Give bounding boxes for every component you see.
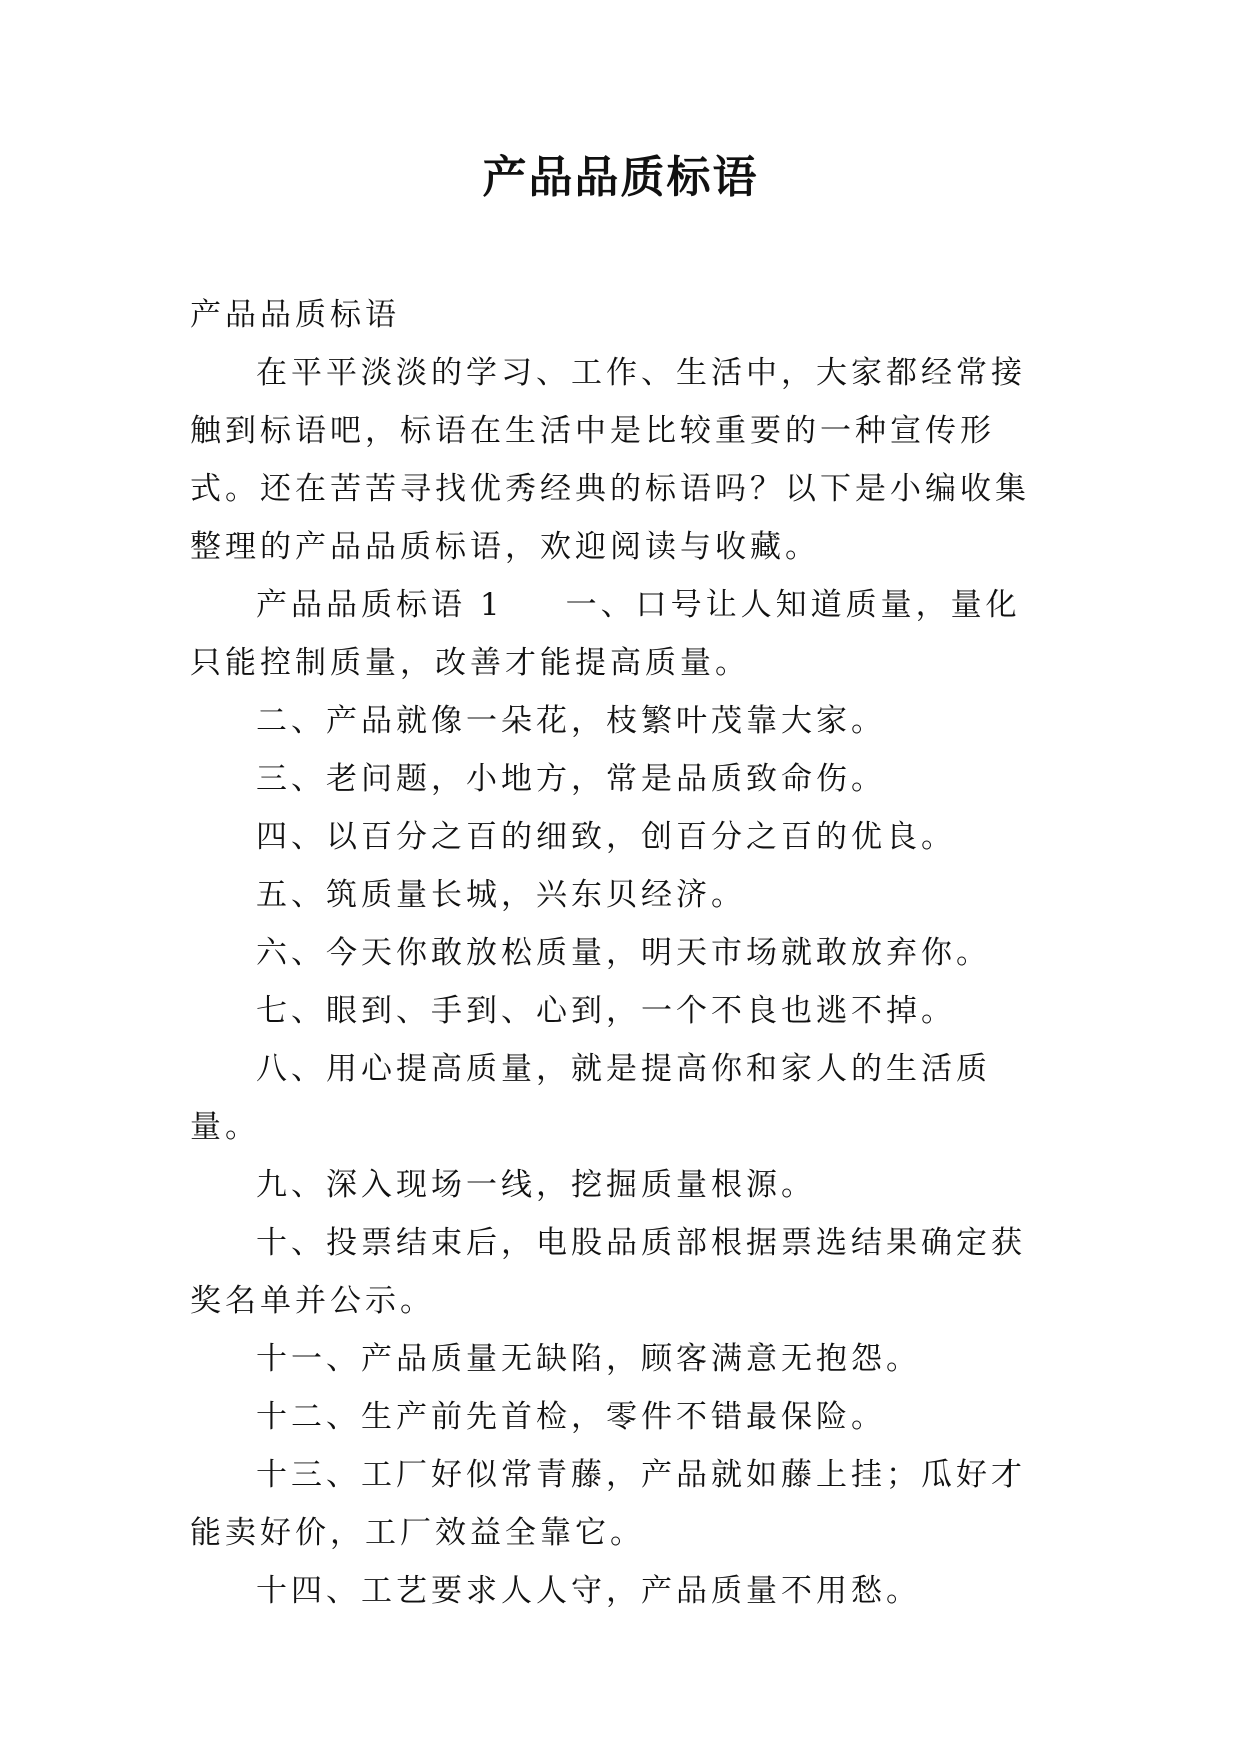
section-first-paragraph: [190, 576, 1050, 692]
section-label: 产品品质标语 1: [256, 587, 504, 623]
slogan-item: 十一、产品质量无缺陷，顾客满意无抱怨。: [256, 1341, 921, 1377]
slogan-item: 五、筑质量长城，兴东贝经济。: [256, 877, 746, 913]
slogan-item: 一、口号让人知道质量，量化只能控制质量，改善才能提高质量。: [190, 587, 1021, 681]
subheading: 产品品质标语: [190, 297, 400, 333]
slogan-item: 二、产品就像一朵花，枝繁叶茂靠大家。: [256, 703, 886, 739]
slogan-item: 八、用心提高质量，就是提高你和家人的生活质量。: [190, 1051, 991, 1145]
slogan-item: 十二、生产前先首检，零件不错最保险。: [256, 1399, 886, 1435]
slogan-item: 七、眼到、手到、心到，一个不良也逃不掉。: [256, 993, 956, 1029]
slogan-item: 十三、工厂好似常青藤，产品就如藤上挂；瓜好才能卖好价，工厂效益全靠它。: [190, 1457, 1026, 1551]
slogan-item: 六、今天你敢放松质量，明天市场就敢放弃你。: [256, 935, 991, 971]
slogan-item: 十、投票结束后，电股品质部根据票选结果确定获奖名单并公示。: [190, 1225, 1026, 1319]
document-body: [190, 286, 1050, 1620]
document-title: 产品品质标语: [482, 152, 759, 203]
slogan-item: 四、以百分之百的细致，创百分之百的优良。: [256, 819, 956, 855]
slogan-item: 九、深入现场一线，挖掘质量根源。: [256, 1167, 816, 1203]
intro-paragraph: 在平平淡淡的学习、工作、生活中，大家都经常接触到标语吧，标语在生活中是比较重要的一种宣传形式。还在苦苦寻找优秀经典的标语吗？以下是小编收集整理的产品品质标语，欢迎阅读与收藏。: [190, 355, 1030, 565]
slogan-item: 十四、工艺要求人人守，产品质量不用愁。: [256, 1573, 921, 1609]
slogan-item: 三、老问题，小地方，常是品质致命伤。: [256, 761, 886, 797]
